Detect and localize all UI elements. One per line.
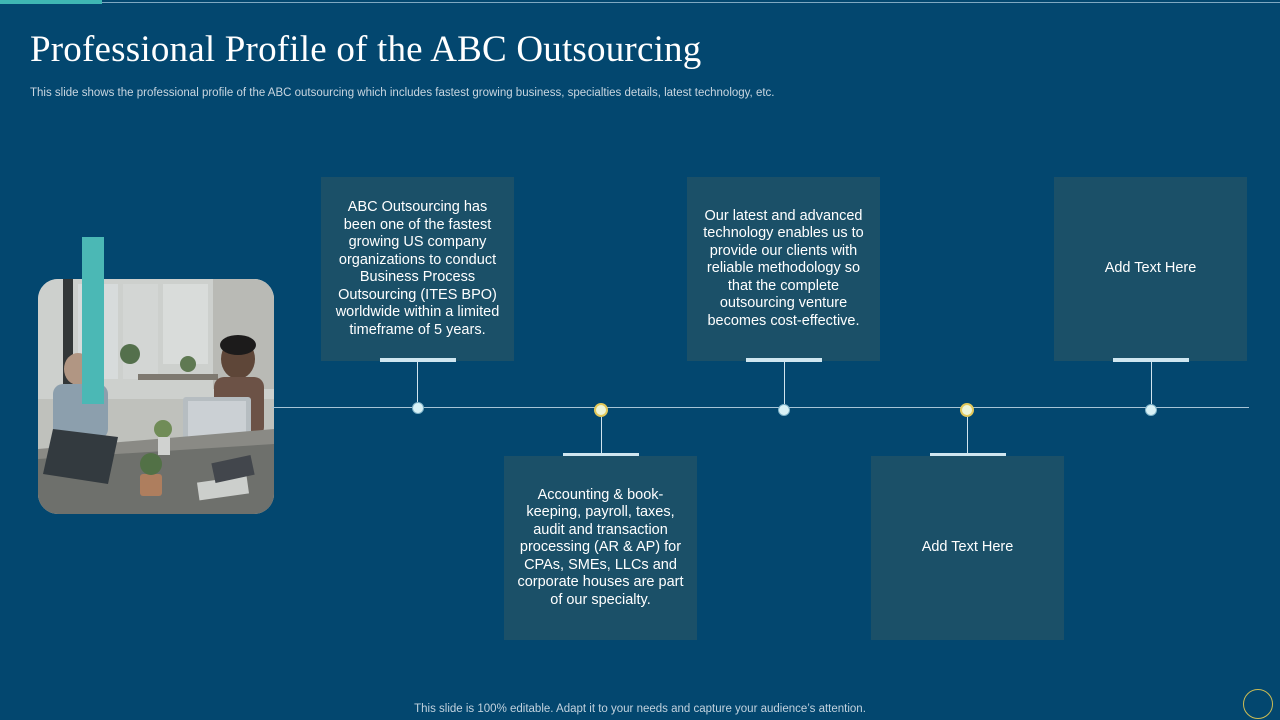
timeline-marker-5	[1145, 404, 1157, 416]
teal-accent-bar	[82, 237, 104, 404]
timeline-card-text: Accounting & book-keeping, payroll, taxes, audit and transaction processing (AR & AP) for CPAs, SMEs, LLCs and corporate houses are part of our specialty.	[517, 486, 684, 608]
timeline-card-text: Our latest and advanced technology enables us to provide our clients with reliable methodology so that the complete outsourcing venture becomes cost-effective.	[703, 207, 864, 329]
timeline-card-4	[871, 456, 1064, 640]
timeline-connector-stem	[417, 362, 418, 402]
timeline-marker-1	[412, 402, 424, 414]
corner-circle-decoration	[1243, 689, 1273, 719]
timeline-card-text: ABC Outsourcing has been one of the fastest growing US company organizations to conduct Business Process Outsourcing (ITES BPO) worldwide within a limited timeframe of 5 years.	[335, 199, 500, 338]
timeline-connector-stem	[1151, 362, 1152, 404]
top-accent-bar	[0, 0, 102, 4]
timeline-connector-cap	[380, 358, 456, 362]
timeline-marker-3	[778, 404, 790, 416]
timeline-card-2	[504, 456, 697, 640]
timeline-marker-2	[594, 403, 608, 417]
timeline-marker-4	[960, 403, 974, 417]
timeline-card-5	[1054, 177, 1247, 361]
top-divider-line	[0, 2, 1280, 3]
timeline-card-1	[321, 177, 514, 361]
timeline-connector-stem	[967, 417, 968, 453]
timeline-connector-stem	[784, 362, 785, 404]
timeline-connector-stem	[601, 417, 602, 453]
timeline-card-3	[687, 177, 880, 361]
slide-footer-note: This slide is 100% editable. Adapt it to your needs and capture your audience’s attention.	[414, 703, 866, 715]
office-team-photo	[38, 279, 274, 514]
timeline-card-text: Add Text Here	[1104, 260, 1197, 277]
timeline-card-text: Add Text Here	[921, 539, 1014, 556]
slide-title: Professional Profile of the ABC Outsourcing	[30, 29, 702, 70]
slide-subtitle: This slide shows the professional profile of the ABC outsourcing which includes fastest growing business, specialties details, latest technology, etc.	[30, 87, 775, 99]
